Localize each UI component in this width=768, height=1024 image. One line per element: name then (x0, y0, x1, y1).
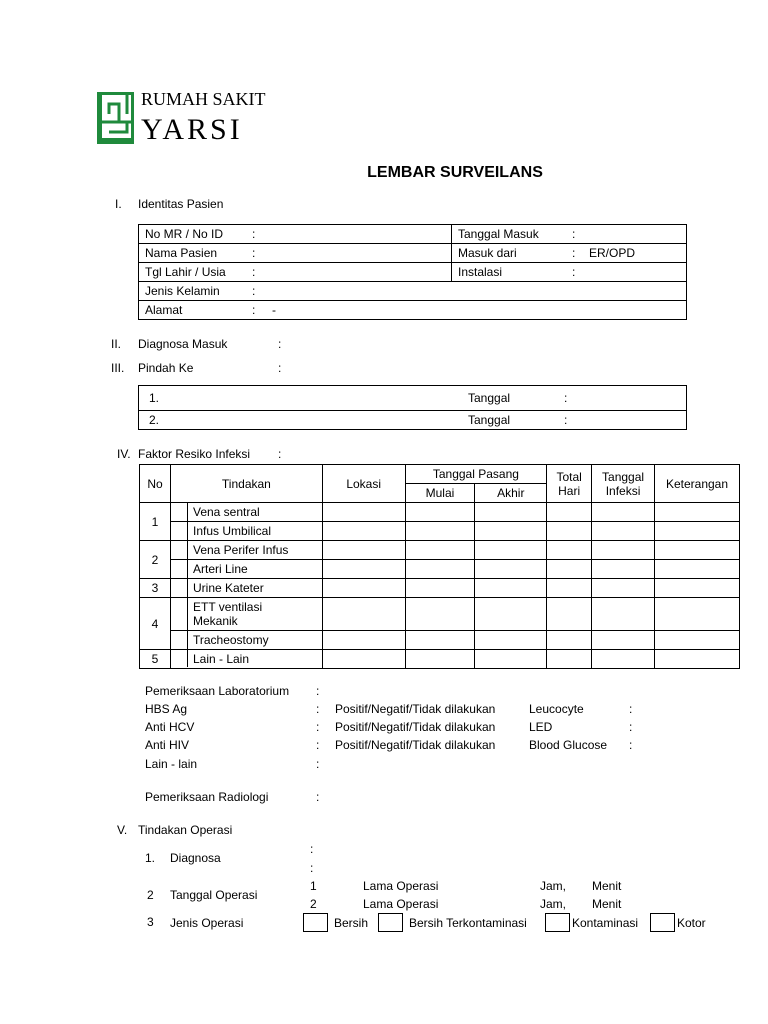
lokasi-cell[interactable] (322, 579, 405, 598)
lab-label: Anti HCV (145, 720, 195, 734)
header-tanggal-infeksi: Tanggal Infeksi (592, 465, 655, 503)
tanggal-label: Tanggal (468, 391, 511, 405)
table-row (140, 631, 740, 650)
header-no: No (140, 465, 171, 503)
keterangan-cell[interactable] (655, 631, 740, 650)
row-number: 1. (149, 391, 160, 405)
lab-heading: Pemeriksaan Laboratorium (145, 684, 290, 698)
header-lokasi: Lokasi (322, 465, 405, 503)
radiologi-label: Pemeriksaan Radiologi (145, 790, 269, 804)
akhir-cell[interactable] (475, 541, 547, 560)
kotor-checkbox[interactable] (650, 913, 675, 932)
tindakan-cell: Vena sentral (170, 503, 322, 522)
row-number: 2. (149, 413, 160, 427)
lokasi-cell[interactable] (322, 560, 405, 579)
lama-jam: Jam, (540, 879, 567, 893)
mulai-cell[interactable] (405, 503, 475, 522)
logo-text-line1: RUMAH SAKIT (141, 89, 266, 109)
total-hari-cell[interactable] (547, 522, 592, 541)
table-row (139, 244, 687, 263)
transfer-table (138, 385, 687, 430)
kontaminasi-label: Kontaminasi (572, 916, 639, 930)
lab-label: Lain - lain (145, 757, 198, 771)
section4-number: IV. (117, 447, 131, 461)
lokasi-cell[interactable] (322, 522, 405, 541)
lama-jam: Jam, (540, 897, 567, 911)
lama-number: 2 (310, 897, 317, 911)
tindakan-cell: Tracheostomy (170, 631, 322, 650)
table-row (139, 386, 687, 411)
tanggal-infeksi-cell[interactable] (592, 631, 655, 650)
section3-label: Pindah Ke (138, 361, 194, 375)
lab-label: Anti HIV (145, 738, 190, 752)
kontaminasi-checkbox[interactable] (545, 913, 570, 932)
section4-label: Faktor Resiko Infeksi (138, 447, 251, 461)
identity-table (138, 224, 687, 320)
hospital-logo-icon (97, 92, 134, 144)
diagnosa-colon-2: : (310, 861, 314, 875)
akhir-cell[interactable] (475, 579, 547, 598)
diagnosa-colon-1: : (310, 842, 314, 856)
header-keterangan: Keterangan (655, 465, 740, 503)
kotor-label: Kotor (677, 916, 706, 930)
mulai-cell[interactable] (405, 560, 475, 579)
keterangan-cell[interactable] (655, 560, 740, 579)
table-row (140, 579, 740, 598)
field-label: No MR / No ID (145, 227, 224, 241)
section2-colon: : (278, 337, 282, 351)
table-row (139, 263, 687, 282)
field-colon: : (572, 265, 576, 279)
keterangan-cell[interactable] (655, 522, 740, 541)
field-label: Tgl Lahir / Usia (145, 265, 226, 279)
header-akhir: Akhir (475, 484, 547, 503)
mulai-cell[interactable] (405, 631, 475, 650)
tanggal-infeksi-cell[interactable] (592, 650, 655, 669)
akhir-cell[interactable] (475, 631, 547, 650)
field-colon: : (252, 265, 256, 279)
tindakan-cell: Urine Kateter (170, 579, 322, 598)
table-row (140, 541, 740, 560)
lama-menit: Menit (592, 897, 622, 911)
tindakan-cell: Lain - Lain (170, 650, 322, 669)
lab-colon: : (316, 702, 320, 716)
mulai-cell[interactable] (405, 598, 475, 631)
lokasi-cell[interactable] (322, 650, 405, 669)
field-colon: : (252, 227, 256, 241)
akhir-cell[interactable] (475, 560, 547, 579)
lama-number: 1 (310, 879, 317, 893)
row-no: 5 (140, 650, 171, 669)
lab-label: HBS Ag (145, 702, 188, 716)
lama-label: Lama Operasi (363, 879, 439, 893)
tanggal-operasi-number: 2 (147, 888, 154, 902)
row-no: 3 (140, 579, 171, 598)
lokasi-cell[interactable] (322, 598, 405, 631)
total-hari-cell[interactable] (547, 579, 592, 598)
section3-number: III. (111, 361, 125, 375)
bersih-terkontaminasi-checkbox[interactable] (378, 913, 403, 932)
lab-right-colon: : (629, 702, 633, 716)
akhir-cell[interactable] (475, 598, 547, 631)
akhir-cell[interactable] (475, 650, 547, 669)
table-row (139, 301, 687, 320)
field-label: Tanggal Masuk (458, 227, 539, 241)
lab-value: Positif/Negatif/Tidak dilakukan (335, 702, 496, 716)
tanggal-colon: : (564, 413, 568, 427)
tanggal-infeksi-cell[interactable] (592, 598, 655, 631)
lokasi-cell[interactable] (322, 631, 405, 650)
section3-colon: : (278, 361, 282, 375)
table-row (140, 560, 740, 579)
section4-colon: : (278, 447, 282, 461)
tindakan-cell: Vena Perifer Infus (170, 541, 322, 560)
field-value: - (272, 303, 276, 317)
keterangan-cell[interactable] (655, 541, 740, 560)
section5-heading: Tindakan Operasi (138, 823, 233, 837)
keterangan-cell[interactable] (655, 579, 740, 598)
lab-heading-colon: : (316, 684, 320, 698)
keterangan-cell[interactable] (655, 650, 740, 669)
tanggal-colon: : (564, 391, 568, 405)
field-label: Alamat (145, 303, 183, 317)
field-label: Instalasi (458, 265, 503, 279)
table-header-row (140, 465, 740, 484)
lama-menit: Menit (592, 879, 622, 893)
field-colon: : (252, 246, 256, 260)
bersih-label: Bersih (334, 916, 369, 930)
field-value: ER/OPD (589, 246, 636, 260)
table-row (140, 503, 740, 522)
mulai-cell[interactable] (405, 579, 475, 598)
total-hari-cell[interactable] (547, 650, 592, 669)
lab-colon: : (316, 720, 320, 734)
logo-text-line2: YARSI (141, 113, 243, 146)
header-mulai: Mulai (405, 484, 475, 503)
akhir-cell[interactable] (475, 522, 547, 541)
table-row (140, 598, 740, 631)
header-tindakan: Tindakan (170, 465, 322, 503)
section1-number: I. (115, 197, 122, 211)
tanggal-infeksi-cell[interactable] (592, 503, 655, 522)
tindakan-cell: Arteri Line (170, 560, 322, 579)
lokasi-cell[interactable] (322, 541, 405, 560)
section2-label: Diagnosa Masuk (138, 337, 228, 351)
section1-heading: Identitas Pasien (138, 197, 224, 211)
lab-value: Positif/Negatif/Tidak dilakukan (335, 720, 496, 734)
field-colon: : (252, 303, 256, 317)
row-no: 2 (140, 541, 171, 579)
diagnosa-number: 1. (145, 851, 156, 865)
field-colon: : (572, 227, 576, 241)
section2-number: II. (111, 337, 122, 351)
tanggal-infeksi-cell[interactable] (592, 522, 655, 541)
total-hari-cell[interactable] (547, 598, 592, 631)
field-label: Nama Pasien (145, 246, 218, 260)
header-tanggal-pasang: Tanggal Pasang (405, 465, 547, 484)
risk-factor-table (139, 464, 740, 669)
header-total-hari: Total Hari (547, 465, 592, 503)
field-colon: : (252, 284, 256, 298)
lab-value: Positif/Negatif/Tidak dilakukan (335, 738, 496, 752)
tanggal-infeksi-cell[interactable] (592, 579, 655, 598)
row-no: 1 (140, 503, 171, 541)
jenis-operasi-number: 3 (147, 915, 154, 929)
total-hari-cell[interactable] (547, 503, 592, 522)
field-label: Masuk dari (458, 246, 517, 260)
lab-colon: : (316, 738, 320, 752)
tanggal-operasi-label: Tanggal Operasi (170, 888, 258, 902)
tanggal-infeksi-cell[interactable] (592, 541, 655, 560)
tanggal-label: Tanggal (468, 413, 511, 427)
total-hari-cell[interactable] (547, 631, 592, 650)
total-hari-cell[interactable] (547, 560, 592, 579)
jenis-operasi-label: Jenis Operasi (170, 916, 244, 930)
lab-right-colon: : (629, 720, 633, 734)
page-title: LEMBAR SURVEILANS (367, 164, 543, 181)
row-no: 4 (140, 598, 171, 650)
lab-right-colon: : (629, 738, 633, 752)
tanggal-infeksi-cell[interactable] (592, 560, 655, 579)
lab-right-label: LED (529, 720, 553, 734)
lama-label: Lama Operasi (363, 897, 439, 911)
mulai-cell[interactable] (405, 522, 475, 541)
radiologi-colon: : (316, 790, 320, 804)
lokasi-cell[interactable] (322, 503, 405, 522)
bersih-terkontaminasi-label: Bersih Terkontaminasi (409, 916, 527, 930)
tindakan-cell: Infus Umbilical (170, 522, 322, 541)
field-colon: : (572, 246, 576, 260)
akhir-cell[interactable] (475, 503, 547, 522)
tindakan-cell (170, 598, 322, 631)
table-row (140, 650, 740, 669)
table-row (139, 225, 687, 244)
lab-right-label: Blood Glucose (529, 738, 608, 752)
table-row (139, 282, 687, 301)
table-row (139, 411, 687, 430)
diagnosa-label: Diagnosa (170, 851, 221, 865)
total-hari-cell[interactable] (547, 541, 592, 560)
lab-right-label: Leucocyte (529, 702, 584, 716)
bersih-checkbox[interactable] (303, 913, 328, 932)
field-label: Jenis Kelamin (145, 284, 220, 298)
mulai-cell[interactable] (405, 650, 475, 669)
mulai-cell[interactable] (405, 541, 475, 560)
tindakan-inner-divider (187, 502, 188, 667)
lab-colon: : (316, 757, 320, 771)
tindakan-text: ETT ventilasi Mekanik (192, 600, 263, 628)
keterangan-cell[interactable] (655, 503, 740, 522)
keterangan-cell[interactable] (655, 598, 740, 631)
table-row (140, 522, 740, 541)
section5-number: V. (117, 823, 128, 837)
